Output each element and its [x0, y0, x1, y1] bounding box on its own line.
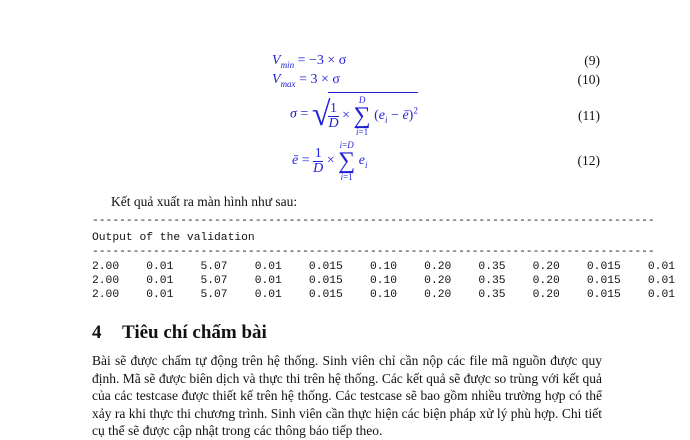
output-row: 2.00 0.01 5.07 0.01 0.015 0.10 0.20 0.35 0.20 0.015 0.01 — [92, 261, 676, 273]
equation-vmax: $V_{max} = 3 \times \sigma$ — [272, 72, 340, 89]
equation-vmin: $V_{min} = -3 \times \sigma$ — [272, 53, 347, 70]
output-header: Output of the validation — [92, 232, 255, 244]
output-row: 2.00 0.01 5.07 0.01 0.015 0.10 0.20 0.35 0.20 0.015 0.01 — [92, 275, 676, 287]
section-heading — [92, 322, 267, 344]
output-rule-mid: ----------------------------------------------------------------------------------- — [92, 246, 655, 258]
intro-text: Kết quả xuất ra màn hình như sau: — [111, 194, 298, 209]
equation-number-9: (9) — [584, 53, 600, 68]
equation-number-10: (10) — [577, 72, 600, 87]
output-row: 2.00 0.01 5.07 0.01 0.015 0.10 0.20 0.35 0.20 0.015 0.01 — [92, 289, 676, 301]
output-rule-top: ----------------------------------------------------------------------------------- — [92, 215, 655, 227]
equation-mean: ē = $\frac{1}{D}$ × i=D ∑ i=1 $e_i$ — [292, 140, 368, 182]
body-paragraph: Bài sẽ được chấm tự động trên hệ thống. Sinh viên chỉ cần nộp các file mã nguồn được quy định. Mã sẽ được biên dịch và thực thi trên hệ thống. Các kết quả sẽ được so trùng với kết quả của các testcase được thiết kế trên hệ thống. Các testcase sẽ bao gồm nhiều trường hợp có thể xảy ra khi thực thi chương trình. Sinh viên cần thực hiện các biện pháp xử lý phù hợp. Chi tiết cụ thể sẽ được cập nhật trong các thông báo tiếp theo. — [92, 353, 602, 439]
section-title: Tiêu chí chấm bài — [122, 322, 267, 343]
equation-number-12: (12) — [577, 153, 600, 168]
equation-sigma: σ = √ $\frac{1}{D}$ × D ∑ i=1 ($e_i$ − ē)$^2$ — [290, 92, 418, 137]
section-number: 4 — [92, 322, 102, 343]
equation-number-11: (11) — [578, 108, 600, 123]
